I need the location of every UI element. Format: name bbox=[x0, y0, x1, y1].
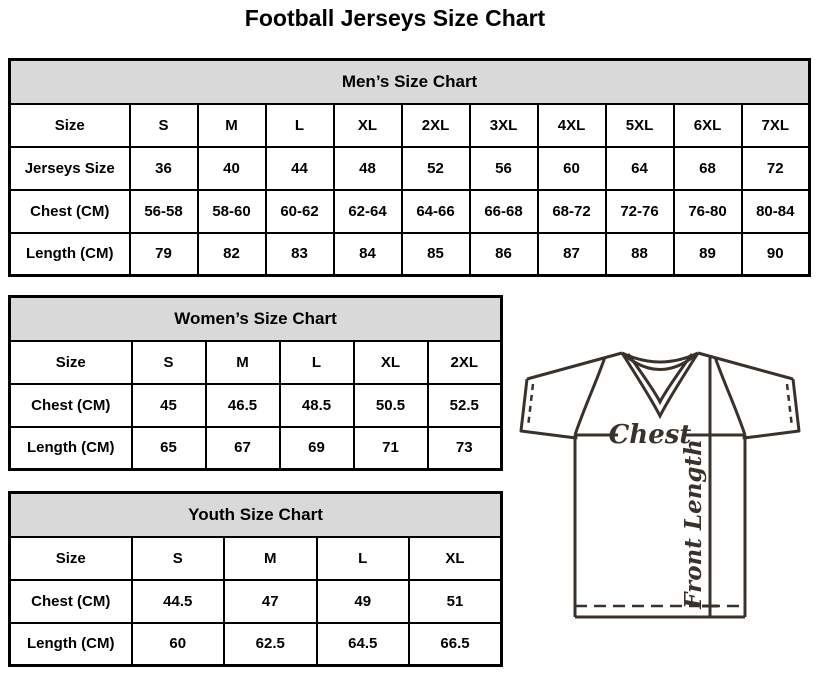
value-cell: 67 bbox=[206, 427, 280, 470]
value-cell: 52.5 bbox=[428, 384, 502, 427]
value-cell: 90 bbox=[742, 233, 810, 276]
table-row bbox=[10, 104, 810, 147]
armhole-right bbox=[715, 357, 745, 435]
value-cell: S bbox=[132, 341, 206, 384]
value-cell: 69 bbox=[280, 427, 354, 470]
row-label: Length (CM) bbox=[10, 233, 130, 276]
value-cell: S bbox=[132, 537, 225, 580]
value-cell: 79 bbox=[130, 233, 198, 276]
value-cell: 51 bbox=[409, 580, 502, 623]
cuff-dash-left bbox=[528, 384, 533, 427]
row-label: Chest (CM) bbox=[10, 190, 130, 233]
value-cell: 44.5 bbox=[132, 580, 225, 623]
value-cell: 89 bbox=[674, 233, 742, 276]
value-cell: 2XL bbox=[402, 104, 470, 147]
value-cell: 47 bbox=[224, 580, 317, 623]
value-cell: L bbox=[317, 537, 410, 580]
size-table bbox=[8, 58, 811, 277]
value-cell: 36 bbox=[130, 147, 198, 190]
row-label: Size bbox=[10, 104, 130, 147]
youth-size-table bbox=[8, 491, 500, 663]
value-cell: 72 bbox=[742, 147, 810, 190]
value-cell: 84 bbox=[334, 233, 402, 276]
row-label: Jerseys Size bbox=[10, 147, 130, 190]
shoulder-right bbox=[698, 353, 793, 379]
value-cell: 40 bbox=[198, 147, 266, 190]
value-cell: M bbox=[224, 537, 317, 580]
value-cell: 82 bbox=[198, 233, 266, 276]
value-cell: M bbox=[206, 341, 280, 384]
value-cell: L bbox=[280, 341, 354, 384]
table-title-row bbox=[10, 297, 502, 341]
value-cell: 48.5 bbox=[280, 384, 354, 427]
table-row bbox=[10, 623, 502, 666]
chest-measure-label: Chest bbox=[608, 420, 692, 450]
row-label: Chest (CM) bbox=[10, 580, 132, 623]
table-row bbox=[10, 190, 810, 233]
value-cell: 73 bbox=[428, 427, 502, 470]
value-cell: 4XL bbox=[538, 104, 606, 147]
value-cell: 2XL bbox=[428, 341, 502, 384]
value-cell: 44 bbox=[266, 147, 334, 190]
value-cell: 88 bbox=[606, 233, 674, 276]
value-cell: 62.5 bbox=[224, 623, 317, 666]
value-cell: 56-58 bbox=[130, 190, 198, 233]
value-cell: 3XL bbox=[470, 104, 538, 147]
value-cell: 49 bbox=[317, 580, 410, 623]
table-row bbox=[10, 233, 810, 276]
value-cell: 86 bbox=[470, 233, 538, 276]
armhole-left bbox=[575, 357, 605, 435]
value-cell: 60-62 bbox=[266, 190, 334, 233]
table-row bbox=[10, 341, 502, 384]
value-cell: 58-60 bbox=[198, 190, 266, 233]
value-cell: 45 bbox=[132, 384, 206, 427]
value-cell: 5XL bbox=[606, 104, 674, 147]
value-cell: 68-72 bbox=[538, 190, 606, 233]
value-cell: 62-64 bbox=[334, 190, 402, 233]
value-cell: L bbox=[266, 104, 334, 147]
table-row bbox=[10, 427, 502, 470]
jersey-measurement-diagram bbox=[512, 338, 802, 628]
value-cell: 71 bbox=[354, 427, 428, 470]
table-title-row bbox=[10, 493, 502, 537]
value-cell: XL bbox=[334, 104, 402, 147]
front-length-measure-label: Front Length bbox=[680, 439, 707, 609]
value-cell: 64-66 bbox=[402, 190, 470, 233]
womens-size-table bbox=[8, 295, 500, 467]
table-row bbox=[10, 147, 810, 190]
value-cell: 46.5 bbox=[206, 384, 280, 427]
value-cell: 56 bbox=[470, 147, 538, 190]
value-cell: 64.5 bbox=[317, 623, 410, 666]
value-cell: 66.5 bbox=[409, 623, 502, 666]
table-row bbox=[10, 537, 502, 580]
value-cell: 50.5 bbox=[354, 384, 428, 427]
table-title: Women’s Size Chart bbox=[10, 297, 502, 341]
table-title: Men’s Size Chart bbox=[10, 60, 810, 104]
row-label: Size bbox=[10, 537, 132, 580]
value-cell: XL bbox=[409, 537, 502, 580]
value-cell: S bbox=[130, 104, 198, 147]
value-cell: 87 bbox=[538, 233, 606, 276]
value-cell: 72-76 bbox=[606, 190, 674, 233]
value-cell: 66-68 bbox=[470, 190, 538, 233]
value-cell: 52 bbox=[402, 147, 470, 190]
value-cell: 6XL bbox=[674, 104, 742, 147]
row-label: Chest (CM) bbox=[10, 384, 132, 427]
table-row bbox=[10, 580, 502, 623]
cuff-dash-right bbox=[787, 384, 792, 427]
value-cell: 60 bbox=[538, 147, 606, 190]
value-cell: 76-80 bbox=[674, 190, 742, 233]
value-cell: 48 bbox=[334, 147, 402, 190]
table-row bbox=[10, 384, 502, 427]
value-cell: 64 bbox=[606, 147, 674, 190]
row-label: Length (CM) bbox=[10, 623, 132, 666]
size-table bbox=[8, 491, 503, 667]
value-cell: 68 bbox=[674, 147, 742, 190]
table-title-row bbox=[10, 60, 810, 104]
value-cell: 85 bbox=[402, 233, 470, 276]
value-cell: M bbox=[198, 104, 266, 147]
row-label: Length (CM) bbox=[10, 427, 132, 470]
value-cell: 7XL bbox=[742, 104, 810, 147]
value-cell: 60 bbox=[132, 623, 225, 666]
value-cell: XL bbox=[354, 341, 428, 384]
row-label: Size bbox=[10, 341, 132, 384]
shoulder-left bbox=[527, 353, 622, 379]
table-title: Youth Size Chart bbox=[10, 493, 502, 537]
value-cell: 80-84 bbox=[742, 190, 810, 233]
size-table bbox=[8, 295, 503, 471]
value-cell: 83 bbox=[266, 233, 334, 276]
value-cell: 65 bbox=[132, 427, 206, 470]
mens-size-table bbox=[8, 58, 808, 274]
page-title: Football Jerseys Size Chart bbox=[244, 5, 546, 31]
